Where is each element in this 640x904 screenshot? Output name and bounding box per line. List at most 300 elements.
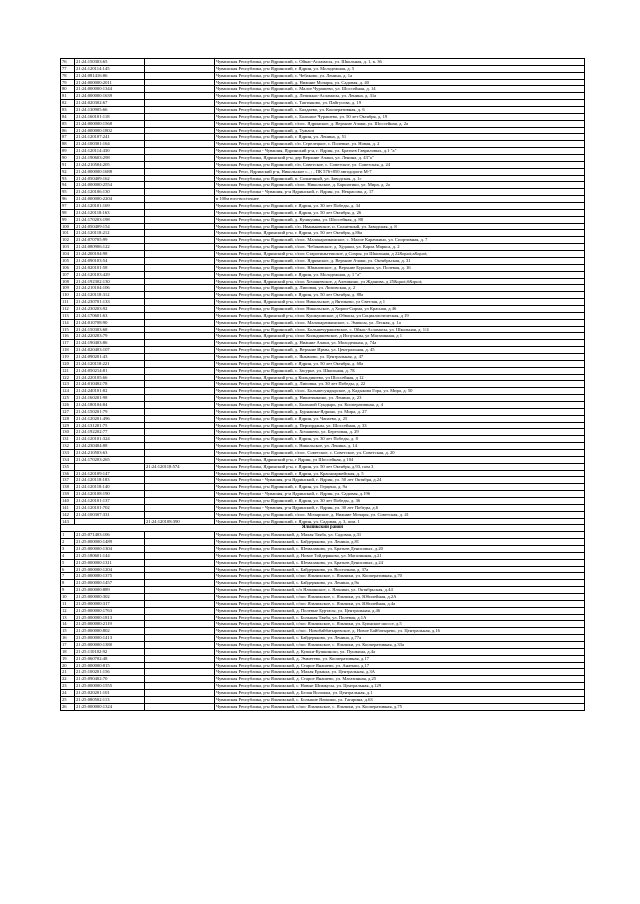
address-cell: Чувашская Республика, р-н Ядринский, д. Кушкушва, ул. Шоссейная, д. 88 <box>215 216 585 223</box>
premises-number-cell <box>145 470 215 477</box>
cadastral-number-cell: 21:24:000000:1344 <box>75 86 145 93</box>
row-number-cell: 91 <box>61 161 75 168</box>
table-row <box>61 690 585 697</box>
section-title: Яльчикский район <box>61 525 585 532</box>
address-cell: Чувашская Республика, р-н Яльчикский, с/пос Яльчикское, с. Яльчики, ул. Кооперативная, д.33а <box>215 642 585 649</box>
table-row <box>61 587 585 594</box>
table-row <box>61 353 585 360</box>
row-number-cell: 114 <box>61 319 75 326</box>
table-row <box>61 607 585 614</box>
table-row <box>61 271 585 278</box>
premises-number-cell <box>145 415 215 422</box>
address-cell: Чувашская Республика, р-н Ядринский, с. Ойкас-Асламасы, ул. Школьная, д. 1, к. 36 <box>215 59 585 66</box>
address-cell: Чувашская Республика, Ядринский р-н, д Кильдишево, ул Шоссейная, д 12 <box>215 374 585 381</box>
address-cell: Чувашская Республика, р-н Ядринский, с. Большое Чурашево, ул. 50 лет Октября, д. 19 <box>215 113 585 120</box>
premises-number-cell <box>145 237 215 244</box>
cadastral-number-cell: 21:24:120108:190 <box>75 491 145 498</box>
table-row <box>61 196 585 203</box>
table-row <box>61 333 585 340</box>
address-cell: Чувашская Республика, р-н Ядринский, с/пос. Большечурашевское, с. Ойкас-Асламасы, ул. Школьная, д. 1/4 <box>215 326 585 333</box>
row-number-cell: 24 <box>61 690 75 697</box>
address-cell: Чувашская Республика, р-н Ядринский, с. Чебаково, ул. Ленина, д. 1а <box>215 72 585 79</box>
premises-number-cell <box>145 614 215 621</box>
address-cell: Чувашская Республика, р-н Яльчикский, с/пос Яльчикское, с. Яльчики, ул. Кооперативная, д.70 <box>215 573 585 580</box>
table-row <box>61 669 585 676</box>
address-cell: Чувашская Республика, р-н Ядринский, г. Ядрин, ул. 50 лет Октября, д. 26 <box>215 209 585 216</box>
table-row <box>61 278 585 285</box>
cadastral-number-cell: 21:25:071403:106 <box>75 532 145 539</box>
address-cell: Чувашская Республика - Чувашия, р-н Ядринский, г. Ядрин, ул. 50 лет Октября, д.24 <box>215 477 585 484</box>
premises-number-cell <box>145 621 215 628</box>
premises-number-cell <box>145 449 215 456</box>
premises-number-cell <box>145 333 215 340</box>
table-row <box>61 518 585 525</box>
row-number-cell: 135 <box>61 463 75 470</box>
cadastral-number-cell: 21:25:080502:113 <box>75 696 145 703</box>
row-number-cell: 97 <box>61 203 75 210</box>
table-row <box>61 648 585 655</box>
table-row <box>61 628 585 635</box>
cadastral-number-cell: 21:25:000000:1375 <box>75 573 145 580</box>
cadastral-number-cell: 21:24:170601:63 <box>75 312 145 319</box>
premises-number-cell <box>145 168 215 175</box>
row-number-cell: 76 <box>61 59 75 66</box>
address-cell: Чувашская Республика, р-н Ядринский, г. Ядрин, ул. Молодежная, д. 1 "а" <box>215 271 585 278</box>
address-cell: Чувашская Республика, р-н Ядринский, г. Ядрин, ул. Молодежная, д. 5 <box>215 65 585 72</box>
table-row <box>61 189 585 196</box>
section-header-body <box>61 525 585 532</box>
address-cell: Чувашская Республика, р-н Яльчикский, д. Эмметево, ул. Кооперативная, д.17 <box>215 655 585 662</box>
row-number-cell: 90 <box>61 155 75 162</box>
premises-number-cell <box>145 580 215 587</box>
premises-number-cell <box>145 498 215 505</box>
cadastral-number-cell: 21:24:230701:133 <box>75 299 145 306</box>
cadastral-number-cell: 21:24:150303:65 <box>75 59 145 66</box>
row-number-cell: 102 <box>61 237 75 244</box>
row-number-cell: 127 <box>61 408 75 415</box>
row-number-cell: 122 <box>61 374 75 381</box>
premises-number-cell <box>145 353 215 360</box>
address-cell: Чувашская Республика, р-н Яльчикский, с/пос. Новобайбатыревское, д. Новое Байбатырево, ул. Центральная, д.16 <box>215 628 585 635</box>
cadastral-number-cell: 21:24:010708:90 <box>75 319 145 326</box>
row-number-cell: 99 <box>61 216 75 223</box>
row-number-cell: 81 <box>61 93 75 100</box>
cadastral-number-cell: 21:24:120118:163 <box>75 209 145 216</box>
premises-number-cell <box>145 491 215 498</box>
row-number-cell: 137 <box>61 477 75 484</box>
premises-number-cell <box>145 443 215 450</box>
premises-number-cell <box>145 429 215 436</box>
address-cell: Чувашская Республика, р-н Ядринский, с/пос. Большесундырское, д. Кадыкова Гора, ул. Мира, д. 50 <box>215 388 585 395</box>
row-number-cell: 89 <box>61 148 75 155</box>
premises-number-cell <box>145 65 215 72</box>
cadastral-number-cell: 21:24:120118:212 <box>75 230 145 237</box>
cadastral-number-cell: 21:24:130905:66 <box>75 107 145 114</box>
table-row <box>61 216 585 223</box>
premises-number-cell <box>145 655 215 662</box>
cadastral-number-cell: 21:25:060702:48 <box>75 655 145 662</box>
premises-number-cell <box>145 203 215 210</box>
cadastral-number-cell: 21:24:120114:430 <box>75 148 145 155</box>
cadastral-number-cell: 21:24:081416:86 <box>75 72 145 79</box>
address-cell: Чувашская Республика, р-н Яльчикский, с/п Яльчикское, с. Яльчики, ул. Октябрьская, д.44 <box>215 587 585 594</box>
premises-number-cell <box>145 360 215 367</box>
address-cell: Чувашская Республика, р-н Ядринский, с. Засурье, ул. Школьная, д. 7Б <box>215 367 585 374</box>
premises-number-cell <box>145 285 215 292</box>
address-cell: Чувашская Республика, р-н Яльчикский, с/пос Яльчикское, с. Яльчики, ул. Юбилейная, д.2А <box>215 594 585 601</box>
table-row <box>61 209 585 216</box>
address-cell: Чувашская Республика, Ядринский р-н, дер Верхние Ачаки, ул. Ленина, д. 43"а" <box>215 155 585 162</box>
table-row <box>61 436 585 443</box>
cadastral-number-cell: 21:24:000000:2011 <box>75 79 145 86</box>
address-cell: Чувашская Республика, р-н Ядринский, д. Лепиккас-Асламасы, ул. Ленина, д. 31а <box>215 93 585 100</box>
address-cell: Чувашская Республика, р-н Ядринский, с. Малое Чурашево, ул. Шоссейная, д. 14 <box>215 86 585 93</box>
premises-number-cell <box>145 690 215 697</box>
cadastral-number-cell: 21:24:070705:99 <box>75 237 145 244</box>
row-number-cell: 78 <box>61 72 75 79</box>
row-number-cell: 98 <box>61 209 75 216</box>
premises-number-cell <box>145 79 215 86</box>
table-row <box>61 703 585 710</box>
address-cell: Чувашская Республика, р-н Ядринский, д. Липовка, ул. 30 лет Победы, д. 22 <box>215 381 585 388</box>
premises-number-cell <box>145 607 215 614</box>
table-row <box>61 504 585 511</box>
table-row <box>61 470 585 477</box>
cadastral-number-cell: 21:24:120107:241 <box>75 134 145 141</box>
address-cell: Чувашская Республика, р-н Ядринский, г. Ядрин, ул. 30 лет Победы, д. 36 <box>215 498 585 505</box>
premises-number-cell <box>145 484 215 491</box>
row-number-cell: 119 <box>61 353 75 360</box>
cadastral-number-cell: 21:24:240101:82 <box>75 388 145 395</box>
premises-number-cell <box>145 546 215 553</box>
row-number-cell: 80 <box>61 86 75 93</box>
table-row <box>61 443 585 450</box>
cadastral-number-cell: 21:24:120101:702 <box>75 504 145 511</box>
row-number-cell: 84 <box>61 113 75 120</box>
premises-number-cell <box>145 401 215 408</box>
row-number-cell: 126 <box>61 401 75 408</box>
cadastral-number-cell: 21:24:000000:1639 <box>75 93 145 100</box>
cadastral-number-cell: 21:24:210503:63 <box>75 449 145 456</box>
row-number-cell: 118 <box>61 347 75 354</box>
cadastral-number-cell: 21:24:192302:130 <box>75 278 145 285</box>
row-number-cell: 112 <box>61 305 75 312</box>
cadastral-number-cell: 21:24:230203:92 <box>75 305 145 312</box>
row-number-cell: 1 <box>61 532 75 539</box>
table-row <box>61 388 585 395</box>
premises-number-cell <box>145 299 215 306</box>
table-row <box>61 642 585 649</box>
cadastral-number-cell: 21:24:210104:106 <box>75 285 145 292</box>
table-row <box>61 305 585 312</box>
table-row <box>61 374 585 381</box>
cadastral-number-cell: 21:24:120118:140 <box>75 484 145 491</box>
section-header-row <box>61 525 585 532</box>
cadastral-number-cell: 21:24:090201:43 <box>75 353 145 360</box>
cadastral-number-cell: 21:25:000000:802 <box>75 628 145 635</box>
row-number-cell: 88 <box>61 141 75 148</box>
table-row <box>61 72 585 79</box>
premises-number-cell <box>145 573 215 580</box>
table-row <box>61 237 585 244</box>
row-number-cell: 142 <box>61 511 75 518</box>
premises-number-cell <box>145 175 215 182</box>
address-cell: Чувашская Республика, р-н Яльчикский, д. Малая Ерыкла, ул. Центральная, д.3А <box>215 669 585 676</box>
premises-number-cell <box>145 539 215 546</box>
row-number-cell: 105 <box>61 257 75 264</box>
row-number-cell: 8 <box>61 580 75 587</box>
address-cell: Чувашская Республика, р-н Ядринский, с. Хочашево, ул. Березовая, д. 29 <box>215 429 585 436</box>
premises-number-cell <box>145 648 215 655</box>
address-cell: Чувашская Республика, р-н Яльчикский, д. Кушки-Кушкинско, ул. Пушкина, д.4а <box>215 648 585 655</box>
premises-number-cell <box>145 189 215 196</box>
cadastral-number-cell: 21:25:000000:1813 <box>75 614 145 621</box>
cadastral-number-cell: 21:25:000000:317 <box>75 600 145 607</box>
cadastral-number-cell: 21:24:120101:324 <box>75 436 145 443</box>
table-row <box>61 168 585 175</box>
premises-number-cell <box>145 305 215 312</box>
table-row <box>61 415 585 422</box>
premises-number-cell <box>145 642 215 649</box>
table-row <box>61 367 585 374</box>
premises-number-cell <box>145 257 215 264</box>
premises-number-cell <box>145 244 215 251</box>
row-number-cell: 2 <box>61 539 75 546</box>
table-row <box>61 86 585 93</box>
table-row <box>61 546 585 553</box>
premises-number-cell <box>145 696 215 703</box>
table-row <box>61 65 585 72</box>
cadastral-number-cell: 21:25:090402:70 <box>75 676 145 683</box>
cadastral-number-cell: 21:25:000000:1763 <box>75 607 145 614</box>
table-row <box>61 696 585 703</box>
premises-number-cell <box>145 395 215 402</box>
premises-number-cell <box>145 209 215 216</box>
row-number-cell: 14 <box>61 621 75 628</box>
premises-number-cell <box>145 566 215 573</box>
cadastral-number-cell: 21:25:000000:1324 <box>75 703 145 710</box>
table-row <box>61 594 585 601</box>
address-cell: Чувашская Республика, р-н Ядринский, г. Ядрин, ул. 30 лет Победы, д. 8 <box>215 436 585 443</box>
cadastral-number-cell: 21:24:170203:265 <box>75 456 145 463</box>
address-cell: Чувашская Республика, р-н Яльчикский, д. Белая Воложка, ул. Центральная, д.1 <box>215 690 585 697</box>
row-number-cell: 11 <box>61 600 75 607</box>
address-cell: Чувашская Республика, р-н Ядринский, п. Солнечный, ул. Заводская, д. 1г <box>215 175 585 182</box>
cadastral-number-cell: 21:24:000000:1568 <box>75 120 145 127</box>
cadastral-number-cell: 21:24:020302:67 <box>75 100 145 107</box>
premises-number-cell <box>145 113 215 120</box>
address-cell: Чувашская Республика, р-н Ядринский, г. Ядрин, ул. Чапаева, д. 25 <box>215 415 585 422</box>
row-number-cell: 115 <box>61 326 75 333</box>
cadastral-number-cell: 21:25:000000:1457 <box>75 580 145 587</box>
premises-number-cell <box>145 436 215 443</box>
cadastral-number-cell: 21:25:000000:1380 <box>75 642 145 649</box>
table-row <box>61 203 585 210</box>
table-body-yalchiksky <box>61 532 585 710</box>
address-cell: Чувашская Республика, Ядринский р-н, с/пос Хочашевское, д Алешкино, ул Жданова, д 25&quot;б&quot; <box>215 278 585 285</box>
premises-number-cell <box>145 594 215 601</box>
address-cell: Чувашская Республика, р-н Ядринский, г. Ядрин, ул. Красноармейская, д. 5 <box>215 470 585 477</box>
address-cell: Чувашская Республика, р-н Ядринский, с. Балдаево, ул. Кооперативная, д. 6 <box>215 107 585 114</box>
address-cell: Чувашская Республика, р-н Яльчикский, с. Байдеряково, ул. Ленина, д.77а <box>215 635 585 642</box>
cadastral-number-cell: 21:24:120101:169 <box>75 203 145 210</box>
table-row <box>61 223 585 230</box>
table-row <box>61 155 585 162</box>
premises-number-cell <box>145 532 215 539</box>
address-cell: Чувашская Республика, Ядринский р-н, г. Ядрин, ул. 50 лет Октября, д.93, пом 3 <box>215 463 585 470</box>
premises-number-cell <box>145 381 215 388</box>
premises-number-cell <box>145 251 215 258</box>
cadastral-number-cell: 21:24:050214:81 <box>75 367 145 374</box>
table-row <box>61 319 585 326</box>
cadastral-number-cell: 21:24:010402:78 <box>75 381 145 388</box>
cadastral-number-cell: 21:24:090103:54 <box>75 257 145 264</box>
property-table <box>60 58 585 711</box>
row-number-cell: 130 <box>61 429 75 436</box>
table-row <box>61 251 585 258</box>
table-row <box>61 141 585 148</box>
table-row <box>61 59 585 66</box>
premises-number-cell <box>145 230 215 237</box>
table-row <box>61 285 585 292</box>
row-number-cell: 9 <box>61 587 75 594</box>
row-number-cell: 113 <box>61 312 75 319</box>
table-row <box>61 230 585 237</box>
address-cell: Чувашская Республика, р-н Ядринский, д. Липовая, ул. Липовская, д. 2 <box>215 285 585 292</box>
premises-number-cell <box>145 120 215 127</box>
row-number-cell: 82 <box>61 100 75 107</box>
cadastral-number-cell: 21:25:000000:1555 <box>75 683 145 690</box>
table-row <box>61 401 585 408</box>
cadastral-number-cell: 21:24:131201:75 <box>75 422 145 429</box>
cadastral-number-cell: 21:24:050409:162 <box>75 175 145 182</box>
cadastral-number-cell: 21:24:170203:198 <box>75 216 145 223</box>
premises-number-cell: 21:24:120108:390 <box>145 518 215 525</box>
address-cell: Чувашская Республика, р-н Яльчикский, с. Шемалаково, ул. Братьев Денисовых, д.20 <box>215 546 585 553</box>
table-row <box>61 491 585 498</box>
address-cell: Чувашская Республика, р-н Ядринский, г. Ядрин, ул. 30 лет Победы, д. 34 <box>215 203 585 210</box>
table-row <box>61 477 585 484</box>
address-cell: Чувашская Республика, р-н Яльчикский, д. Малая Таяба, ул. Садовая, д.31 <box>215 532 585 539</box>
cadastral-number-cell: 21:24:120118:183 <box>75 477 145 484</box>
address-cell: Чувашская Республика, р-н Яльчикский, с/пос Яльчикское, с. Яльчики, ул. Кооперативная, д.75 <box>215 703 585 710</box>
row-number-cell: 13 <box>61 614 75 621</box>
address-cell: Чувашская Республика, р-н Ядринский, с/пос. Чебаковское, д. Худаши, ул. Карла Маркса, д. 2 <box>215 244 585 251</box>
cadastral-number-cell: 21:24:120114:145 <box>75 65 145 72</box>
premises-number-cell <box>145 127 215 134</box>
cadastral-number-cell: 21:24:160201:98 <box>75 395 145 402</box>
row-number-cell: 116 <box>61 333 75 340</box>
cadastral-number-cell: 21:24:200104:98 <box>75 251 145 258</box>
row-number-cell: 19 <box>61 655 75 662</box>
address-cell: Чувашская Республика, р-н Ядринский, г. Ядрин, ул. Ленина, д. 51 <box>215 134 585 141</box>
table-row <box>61 257 585 264</box>
row-number-cell: 94 <box>61 182 75 189</box>
address-cell: Чувашская Республика, р-н Ядринский, с/пос. Ювановское, д. Верхние Бурнаши, ул. Полевая, д. 16 <box>215 264 585 271</box>
premises-number-cell <box>145 182 215 189</box>
table-row <box>61 299 585 306</box>
row-number-cell: 121 <box>61 367 75 374</box>
table-row <box>61 449 585 456</box>
address-cell: Чувашская Республика, р-н Ядринский, д. Персирданы, ул. Шоссейная, д. 33 <box>215 422 585 429</box>
address-cell: Чувашская Республика, р-н Ядринский, д. Нижние Мочары, ул. Садовая, д. 40 <box>215 79 585 86</box>
cadastral-number-cell: 21:24:100307:331 <box>75 511 145 518</box>
address-cell: Чувашская Республика, р-н Яльчикский, д. Старое Янашево, ул. Анатыш, д.17 <box>215 662 585 669</box>
address-cell: Чувашская Республика, р-н Яльчикский, с. Байдеряково, ул. Ленина, д.9а <box>215 580 585 587</box>
row-number-cell: 108 <box>61 278 75 285</box>
premises-number-cell <box>145 86 215 93</box>
table-row <box>61 93 585 100</box>
row-number-cell: 138 <box>61 484 75 491</box>
table-row <box>61 662 585 669</box>
premises-number-cell <box>145 347 215 354</box>
cadastral-number-cell: 21:24:080906:122 <box>75 244 145 251</box>
row-number-cell: 25 <box>61 696 75 703</box>
row-number-cell: 109 <box>61 285 75 292</box>
address-cell: Чувашская Республика, р-н Яльчикский, с/пос Яльчикское, с. Яльчики, ул. Буинское шоссе, д.5 <box>215 621 585 628</box>
premises-number-cell <box>145 587 215 594</box>
row-number-cell: 3 <box>61 546 75 553</box>
premises-number-cell <box>145 134 215 141</box>
address-cell: Чувашская Республика, р-н Ядринский, с/п. Советское, с. Советское, ул. Советская, д. 24 <box>215 161 585 168</box>
premises-number-cell <box>145 278 215 285</box>
address-cell: Чувашская Республика, р-н Ядринский, г. Ядрин, ул. 50 лет Октября, д. 68а <box>215 360 585 367</box>
premises-number-cell <box>145 422 215 429</box>
cadastral-number-cell: 21:25:000000:1311 <box>75 559 145 566</box>
table-row <box>61 463 585 470</box>
premises-number-cell <box>145 628 215 635</box>
row-number-cell: 21 <box>61 669 75 676</box>
table-row <box>61 395 585 402</box>
table-row <box>61 292 585 299</box>
table-row <box>61 552 585 559</box>
row-number-cell: 12 <box>61 607 75 614</box>
cadastral-number-cell: 21:24:120201:496 <box>75 415 145 422</box>
premises-number-cell <box>145 107 215 114</box>
address-cell: Чувашская Республика, р-н Ядринский, г. Ядрин, ул. Садовая, д. 3, пом. 1 <box>215 518 585 525</box>
premises-number-cell <box>145 196 215 203</box>
table-row <box>61 326 585 333</box>
row-number-cell: 125 <box>61 395 75 402</box>
premises-number-cell <box>145 703 215 710</box>
row-number-cell: 106 <box>61 264 75 271</box>
row-number-cell: 101 <box>61 230 75 237</box>
table-row <box>61 175 585 182</box>
address-cell: Чувашская Республика, Ядринский р-н, г Ядрин, ул Шоссейная, д 104 <box>215 456 585 463</box>
address-cell: Чувашская Республика, р-н Ядринский, с. Таптыково, ул. Пайгусова, д. 19 <box>215 100 585 107</box>
address-cell: Чувашская Республика, р-н Ядринский, с/пос. Ядринское, д. Верхние Ачаки, ул. Шоссейная, д. 2а <box>215 120 585 127</box>
table-row <box>61 264 585 271</box>
cadastral-number-cell: 21:24:000000:1688 <box>75 168 145 175</box>
address-cell: Чувашская Республика, р-н Ядринский, с/пос. Ядринское, д. Верхние Ачаки, ул. Октябрьская, д. 31 <box>215 257 585 264</box>
premises-number-cell <box>145 155 215 162</box>
cadastral-number-cell: 21:24:192202:77 <box>75 429 145 436</box>
premises-number-cell <box>145 388 215 395</box>
premises-number-cell <box>145 312 215 319</box>
table-row <box>61 573 585 580</box>
row-number-cell: 86 <box>61 127 75 134</box>
cadastral-number-cell: 21:24:120103:429 <box>75 271 145 278</box>
address-cell: Чувашская Республика, Ядринский р-н, с/пос Старотиньгешское, д Сохры, ул Школьная, д 22&quot;а&quot; <box>215 251 585 258</box>
cadastral-number-cell: 21:24:190403:86 <box>75 340 145 347</box>
cadastral-number-cell: 21:25:000000:302 <box>75 594 145 601</box>
table-row <box>61 161 585 168</box>
table-row <box>61 360 585 367</box>
row-number-cell: 20 <box>61 662 75 669</box>
premises-number-cell <box>145 216 215 223</box>
address-cell: Чувашская Республика, р-н Ядринский, с/пос. Мочарское, д. Нижние Мочары, ул. Советская, д. 41 <box>215 511 585 518</box>
address-cell: Чувашская Республика, Ядринский р-н, с/пос Кушкушвское, д Обвасы, ул Социалистическая, д 19 <box>215 312 585 319</box>
